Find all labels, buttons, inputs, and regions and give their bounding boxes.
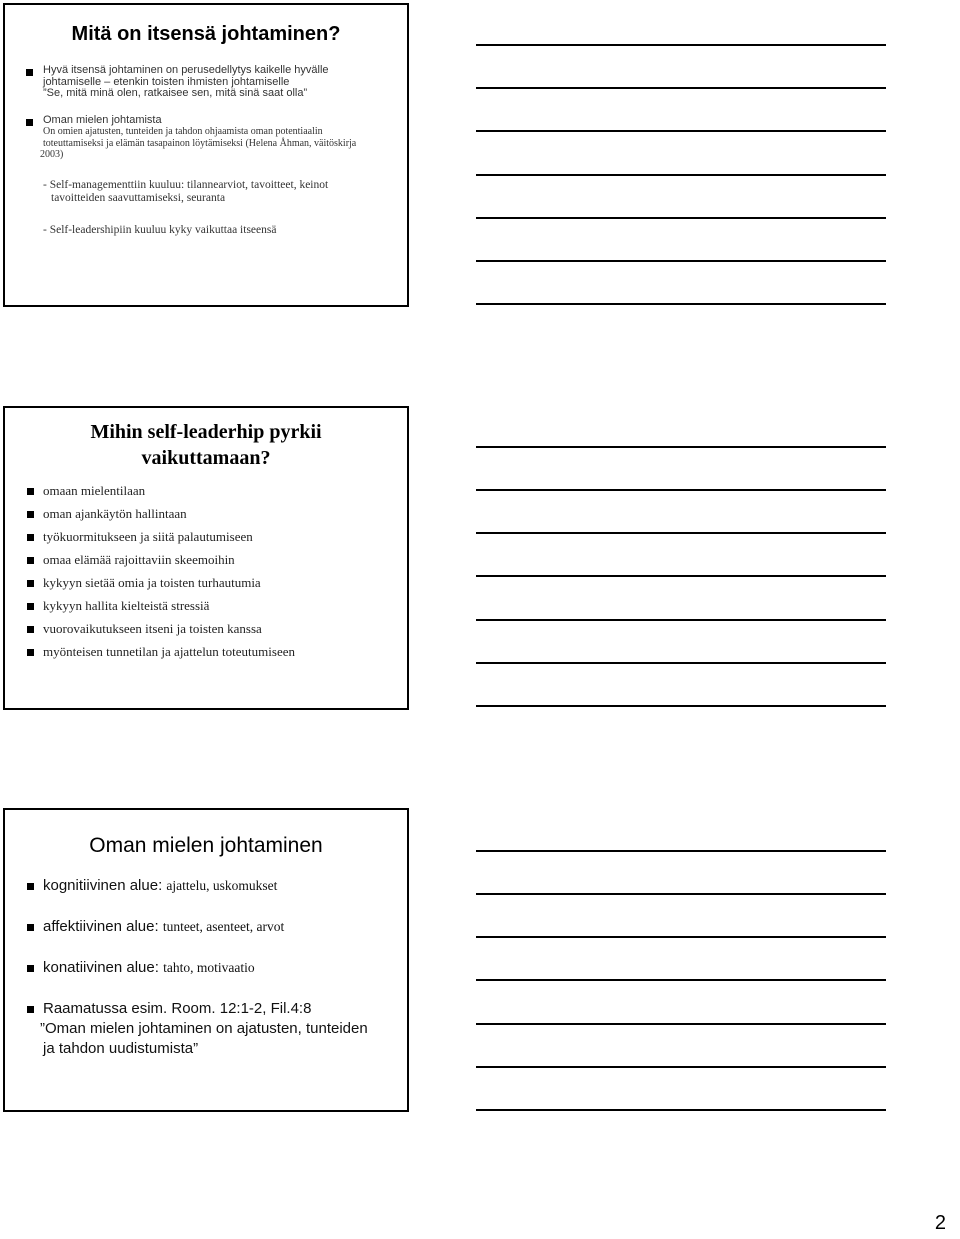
slide-3	[3, 808, 409, 1112]
area-description: tunteet, asenteet, arvot	[162, 919, 285, 934]
note-line	[476, 174, 886, 176]
quote-line-2: ja tahdon uudistumista”	[43, 1040, 199, 1057]
list-item	[5, 597, 407, 620]
bullet-2-line-3: 2003)	[40, 149, 64, 160]
list-item	[5, 551, 407, 574]
slide-1-title: Mitä on itsensä johtaminen?	[71, 23, 341, 45]
list-item	[5, 528, 407, 551]
slide-2-list	[5, 482, 407, 666]
bullet-1-line-2: johtamiselle – etenkin toisten ihmisten johtamiselle	[43, 75, 290, 88]
note-line	[476, 260, 886, 262]
note-line	[476, 893, 886, 895]
area-term: kognitiivinen alue:	[43, 877, 167, 894]
note-line	[476, 1109, 886, 1111]
quote-line-1: ”Oman mielen johtaminen on ajatusten, tunteiden	[40, 1020, 368, 1037]
note-line	[476, 303, 886, 305]
list-item	[5, 620, 407, 643]
square-bullet-icon	[27, 557, 34, 564]
square-bullet-icon	[27, 603, 34, 610]
note-line	[476, 575, 886, 577]
note-line	[476, 850, 886, 852]
square-bullet-icon	[27, 1006, 34, 1013]
note-line	[476, 87, 886, 89]
scripture-reference: Raamatussa esim. Room. 12:1-2, Fil.4:8	[43, 1000, 312, 1017]
slide-1-bullet-2	[5, 115, 407, 161]
bullet-2-heading: Oman mielen johtamista	[43, 113, 162, 126]
slide-2-title-line-1: Mihin self-leaderhip pyrkii	[90, 421, 322, 443]
dash-1-line-2: tavoitteiden saavuttamiseksi, seuranta	[51, 191, 226, 204]
square-bullet-icon	[27, 924, 34, 931]
list-item	[5, 958, 407, 978]
list-item	[5, 574, 407, 597]
list-item-text: myönteisen tunnetilan ja ajattelun toteutumiseen	[43, 644, 295, 659]
slide-1-bullet-1	[5, 65, 407, 100]
slide-1-dash-2: - Self-leadershipiin kuuluu kyky vaikuttaa itseensä	[43, 223, 277, 236]
square-bullet-icon	[27, 580, 34, 587]
list-item	[5, 505, 407, 528]
square-bullet-icon	[27, 511, 34, 518]
list-item	[5, 876, 407, 896]
slide-3-title: Oman mielen johtaminen	[89, 834, 323, 857]
note-line	[476, 936, 886, 938]
bullet-2-line-2: toteuttamiseksi ja elämän tasapainon löytämiseksi (Helena Åhman, väitöskirja	[43, 137, 357, 149]
list-item-text: omaa elämää rajoittaviin skeemoihin	[43, 552, 235, 567]
dash-1-line-1: - Self-managementtiin kuuluu: tilannearviot, tavoitteet, keinot	[43, 178, 329, 191]
list-item	[5, 999, 407, 1059]
bullet-1-line-3: ”Se, mitä minä olen, ratkaisee sen, mitä sinä saat olla”	[43, 87, 308, 99]
list-item	[5, 482, 407, 505]
square-bullet-icon	[27, 534, 34, 541]
bullet-2-line-1: On omien ajatusten, tunteiden ja tahdon ohjaamista oman potentiaalin	[43, 126, 323, 137]
slide-2-title-line-2: vaikuttamaan?	[141, 447, 271, 469]
slide-1-body	[5, 65, 407, 237]
note-line	[476, 44, 886, 46]
note-line	[476, 1023, 886, 1025]
slide-3-list	[5, 876, 407, 1080]
area-term: affektiivinen alue:	[43, 918, 163, 935]
note-line	[476, 489, 886, 491]
slide-1-dash-1	[5, 179, 407, 205]
square-bullet-icon	[26, 69, 33, 76]
area-description: tahto, motivaatio	[163, 960, 255, 975]
list-item-text: työkuormitukseen ja siitä palautumiseen	[43, 529, 253, 544]
bullet-1-line-1: Hyvä itsensä johtaminen on perusedellytys kaikelle hyvälle	[43, 64, 329, 76]
note-line	[476, 705, 886, 707]
note-line	[476, 532, 886, 534]
note-line	[476, 662, 886, 664]
slide-1	[3, 3, 409, 307]
square-bullet-icon	[27, 488, 34, 495]
square-bullet-icon	[27, 649, 34, 656]
square-bullet-icon	[27, 883, 34, 890]
note-line	[476, 446, 886, 448]
list-item-text: kykyyn sietää omia ja toisten turhautumia	[43, 575, 261, 590]
list-item	[5, 917, 407, 937]
list-item	[5, 643, 407, 666]
note-line	[476, 1066, 886, 1068]
area-description: ajattelu, uskomukset	[166, 878, 278, 893]
slide-2	[3, 406, 409, 710]
note-line	[476, 619, 886, 621]
square-bullet-icon	[27, 626, 34, 633]
note-line	[476, 217, 886, 219]
note-line	[476, 979, 886, 981]
note-line	[476, 130, 886, 132]
list-item-text: vuorovaikutukseen itseni ja toisten kanssa	[43, 621, 262, 636]
slide-2-title	[5, 419, 407, 471]
list-item-text: omaan mielentilaan	[43, 483, 146, 498]
page-number: 2	[934, 1212, 946, 1234]
square-bullet-icon	[27, 965, 34, 972]
area-term: konatiivinen alue:	[43, 959, 164, 976]
square-bullet-icon	[26, 119, 33, 126]
list-item-text: kykyyn hallita kielteistä stressiä	[43, 598, 210, 613]
list-item-text: oman ajankäytön hallintaan	[43, 506, 187, 521]
